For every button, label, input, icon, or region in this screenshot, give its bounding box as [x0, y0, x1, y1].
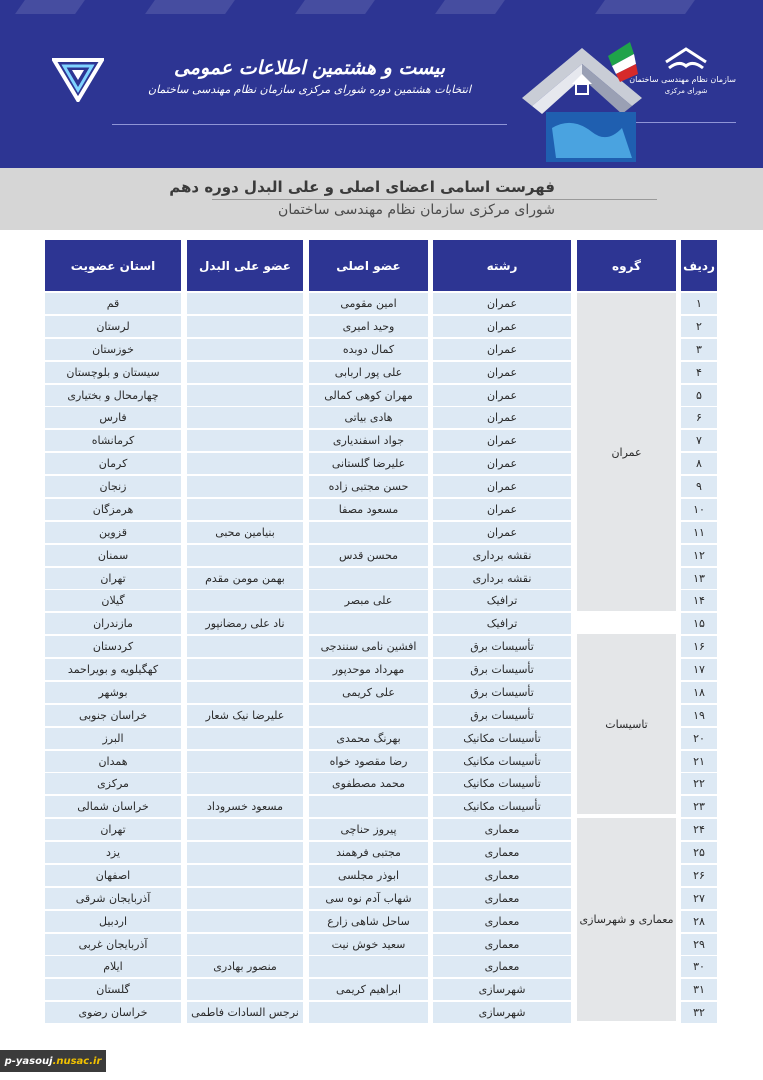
field-cell: معماری [433, 842, 571, 863]
banner-stripe [145, 0, 235, 14]
headline-main: بیست و هشتمین اطلاعات عمومی [173, 57, 446, 79]
field-cell: تأسیسات برق [433, 705, 571, 726]
row-number: ۷ [681, 430, 717, 451]
group-cell-civil: عمران [577, 293, 676, 611]
field-cell: ترافیک [433, 590, 571, 611]
main-member-cell: علی مبصر [309, 590, 428, 611]
field-cell: عمران [433, 476, 571, 497]
main-member-cell: ابراهیم کریمی [309, 979, 428, 1000]
field-cell: عمران [433, 293, 571, 314]
row-number: ۱۲ [681, 545, 717, 566]
field-cell: تأسیسات برق [433, 636, 571, 657]
main-member-cell: بهرنگ محمدی [309, 728, 428, 749]
main-member-cell: هادی بیاتی [309, 407, 428, 428]
alternate-member-cell [187, 659, 303, 680]
alternate-member-cell: منصور بهادری [187, 956, 303, 977]
alternate-member-cell: علیرضا نیک شعار [187, 705, 303, 726]
field-cell: عمران [433, 339, 571, 360]
header-province: استان عضویت [45, 240, 181, 291]
header-banner [0, 0, 763, 168]
field-cell: عمران [433, 499, 571, 520]
title-divider [212, 199, 657, 200]
page-title: فهرست اسامی اعضای اصلی و علی البدل دوره دهم [169, 178, 555, 196]
province-cell: اردبیل [45, 911, 181, 932]
site-watermark [0, 1050, 106, 1072]
province-cell: همدان [45, 751, 181, 772]
field-cell: عمران [433, 522, 571, 543]
row-number: ۱۵ [681, 613, 717, 634]
alternate-member-cell [187, 636, 303, 657]
banner-stripe [15, 0, 85, 14]
alternate-member-cell: مسعود خسروداد [187, 796, 303, 817]
row-number: ۲۲ [681, 773, 717, 794]
banner-divider [112, 124, 507, 125]
alternate-member-cell [187, 773, 303, 794]
province-cell: آذربایجان غربی [45, 934, 181, 955]
row-number: ۸ [681, 453, 717, 474]
alternate-member-cell [187, 934, 303, 955]
banner-stripe [295, 0, 375, 14]
field-cell: شهرسازی [433, 1002, 571, 1023]
province-cell: آذربایجان شرقی [45, 888, 181, 909]
alternate-member-cell [187, 751, 303, 772]
main-member-cell: علی پور اربابی [309, 362, 428, 383]
header-field: رشته [433, 240, 571, 291]
row-number: ۱۱ [681, 522, 717, 543]
row-number: ۵ [681, 385, 717, 406]
field-cell: عمران [433, 316, 571, 337]
main-member-cell: افشین نامی سنندجی [309, 636, 428, 657]
province-cell: مازندران [45, 613, 181, 634]
main-member-cell [309, 613, 428, 634]
org-name: سازمان نظام مهندسی ساختمان [629, 75, 736, 84]
alternate-member-cell [187, 293, 303, 314]
province-cell: کرمان [45, 453, 181, 474]
alternate-member-cell [187, 385, 303, 406]
field-cell: شهرسازی [433, 979, 571, 1000]
alternate-member-cell [187, 842, 303, 863]
alternate-member-cell: نرجس السادات فاطمی [187, 1002, 303, 1023]
field-cell: عمران [433, 385, 571, 406]
province-cell: بوشهر [45, 682, 181, 703]
province-cell: یزد [45, 842, 181, 863]
province-cell: کردستان [45, 636, 181, 657]
row-number: ۲ [681, 316, 717, 337]
row-number: ۲۶ [681, 865, 717, 886]
province-cell: کرمانشاه [45, 430, 181, 451]
alternate-member-cell [187, 316, 303, 337]
group-cell-installations: تاسیسات [577, 634, 676, 814]
row-number: ۳۰ [681, 956, 717, 977]
field-cell: نقشه برداری [433, 568, 571, 589]
alternate-member-cell [187, 682, 303, 703]
alternate-member-cell [187, 979, 303, 1000]
alternate-member-cell [187, 453, 303, 474]
row-number: ۲۳ [681, 796, 717, 817]
banner-stripe [595, 0, 695, 14]
row-number: ۶ [681, 407, 717, 428]
province-cell: گلستان [45, 979, 181, 1000]
alternate-member-cell: ناد علی رمضانپور [187, 613, 303, 634]
province-cell: قم [45, 293, 181, 314]
province-cell: لرستان [45, 316, 181, 337]
province-cell: ایلام [45, 956, 181, 977]
main-member-cell: مهران کوهی کمالی [309, 385, 428, 406]
logo-divider [636, 122, 736, 123]
province-cell: خوزستان [45, 339, 181, 360]
main-member-cell: محسن قدس [309, 545, 428, 566]
row-number: ۱۰ [681, 499, 717, 520]
field-cell: تأسیسات مکانیک [433, 728, 571, 749]
row-number: ۹ [681, 476, 717, 497]
row-number: ۴ [681, 362, 717, 383]
central-council-logo [629, 46, 736, 116]
field-cell: معماری [433, 865, 571, 886]
alternate-member-cell [187, 888, 303, 909]
row-number: ۱ [681, 293, 717, 314]
main-member-cell [309, 956, 428, 977]
row-number: ۲۱ [681, 751, 717, 772]
field-cell: تأسیسات مکانیک [433, 796, 571, 817]
alternate-member-cell: بهمن مومن مقدم [187, 568, 303, 589]
alternate-member-cell [187, 911, 303, 932]
main-member-cell [309, 1002, 428, 1023]
field-cell: معماری [433, 911, 571, 932]
main-member-cell: مهرداد موحدپور [309, 659, 428, 680]
field-cell: عمران [433, 453, 571, 474]
main-member-cell: محمد مصطفوی [309, 773, 428, 794]
field-cell: معماری [433, 956, 571, 977]
page-subtitle: شورای مرکزی سازمان نظام مهندسی ساختمان [278, 202, 555, 218]
footer-prefix: p-yasouj [4, 1055, 53, 1067]
row-number: ۱۷ [681, 659, 717, 680]
alternate-member-cell [187, 339, 303, 360]
province-cell: تهران [45, 819, 181, 840]
alternate-member-cell [187, 545, 303, 566]
province-cell: مرکزی [45, 773, 181, 794]
alternate-member-cell: بنیامین محبی [187, 522, 303, 543]
row-number: ۲۴ [681, 819, 717, 840]
row-number: ۲۵ [681, 842, 717, 863]
main-member-cell [309, 522, 428, 543]
row-number: ۳ [681, 339, 717, 360]
field-cell: معماری [433, 888, 571, 909]
banner-stripe [435, 0, 505, 14]
row-number: ۱۳ [681, 568, 717, 589]
alternate-member-cell [187, 865, 303, 886]
alternate-member-cell [187, 476, 303, 497]
main-member-cell: سعید خوش نیت [309, 934, 428, 955]
province-cell: سیستان و بلوچستان [45, 362, 181, 383]
province-cell: خراسان جنوبی [45, 705, 181, 726]
main-member-cell [309, 796, 428, 817]
group-cell-architecture: معماری و شهرسازی [577, 818, 676, 1021]
field-cell: تأسیسات برق [433, 682, 571, 703]
field-cell: عمران [433, 430, 571, 451]
main-member-cell: امین مقومی [309, 293, 428, 314]
field-cell: تأسیسات مکانیک [433, 751, 571, 772]
main-member-cell: علی کریمی [309, 682, 428, 703]
row-number: ۳۲ [681, 1002, 717, 1023]
alternate-member-cell [187, 407, 303, 428]
title-bar [0, 168, 763, 230]
row-number: ۱۶ [681, 636, 717, 657]
field-cell: عمران [433, 407, 571, 428]
province-cell: سمنان [45, 545, 181, 566]
field-cell: معماری [433, 934, 571, 955]
province-cell: اصفهان [45, 865, 181, 886]
main-member-cell: پیروز حناچی [309, 819, 428, 840]
header-main-member: عضو اصلی [309, 240, 428, 291]
handshake-roof-icon [663, 46, 709, 74]
province-cell: تهران [45, 568, 181, 589]
row-number: ۱۸ [681, 682, 717, 703]
province-cell: قزوین [45, 522, 181, 543]
main-member-cell: مسعود مصفا [309, 499, 428, 520]
house-emblem-graphic [512, 28, 652, 163]
main-member-cell [309, 705, 428, 726]
province-cell: البرز [45, 728, 181, 749]
field-cell: عمران [433, 362, 571, 383]
headline-sub: انتخابات هشتمین دوره شورای مرکزی سازمان نظام مهندسی ساختمان [147, 83, 472, 96]
alternate-member-cell [187, 590, 303, 611]
row-number: ۲۸ [681, 911, 717, 932]
province-cell: چهارمحال و بختیاری [45, 385, 181, 406]
main-member-cell: کمال دوبده [309, 339, 428, 360]
main-member-cell: حسن مجتبی زاده [309, 476, 428, 497]
alternate-member-cell [187, 499, 303, 520]
alternate-member-cell [187, 362, 303, 383]
main-member-cell: وحید امیری [309, 316, 428, 337]
header-group: گروه [577, 240, 676, 291]
field-cell: تأسیسات برق [433, 659, 571, 680]
header-alternate-member: عضو علی البدل [187, 240, 303, 291]
alternate-member-cell [187, 430, 303, 451]
row-number: ۳۱ [681, 979, 717, 1000]
main-member-cell [309, 568, 428, 589]
field-cell: نقشه برداری [433, 545, 571, 566]
alternate-member-cell [187, 819, 303, 840]
province-cell: هرمزگان [45, 499, 181, 520]
main-member-cell: جواد اسفندیاری [309, 430, 428, 451]
main-member-cell: ساحل شاهی زارع [309, 911, 428, 932]
election-headline [112, 54, 507, 114]
main-member-cell: علیرضا گلستانی [309, 453, 428, 474]
main-member-cell: رضا مقصود خواه [309, 751, 428, 772]
province-cell: خراسان رضوی [45, 1002, 181, 1023]
province-cell: زنجان [45, 476, 181, 497]
header-radif: ردیف [681, 240, 717, 291]
row-number: ۱۹ [681, 705, 717, 726]
row-number: ۲۷ [681, 888, 717, 909]
engineering-org-logo [52, 56, 104, 102]
province-cell: خراسان شمالی [45, 796, 181, 817]
main-member-cell: شهاب آدم نوه سی [309, 888, 428, 909]
field-cell: ترافیک [433, 613, 571, 634]
main-member-cell: مجتبی فرهمند [309, 842, 428, 863]
field-cell: تأسیسات مکانیک [433, 773, 571, 794]
field-cell: معماری [433, 819, 571, 840]
province-cell: کهگیلویه و بویراحمد [45, 659, 181, 680]
main-member-cell: ابوذر مجلسی [309, 865, 428, 886]
row-number: ۱۴ [681, 590, 717, 611]
province-cell: فارس [45, 407, 181, 428]
row-number: ۲۹ [681, 934, 717, 955]
province-cell: گیلان [45, 590, 181, 611]
footer-domain: .nusac.ir [52, 1055, 102, 1067]
alternate-member-cell [187, 728, 303, 749]
row-number: ۲۰ [681, 728, 717, 749]
org-subname: شورای مرکزی [664, 87, 708, 95]
